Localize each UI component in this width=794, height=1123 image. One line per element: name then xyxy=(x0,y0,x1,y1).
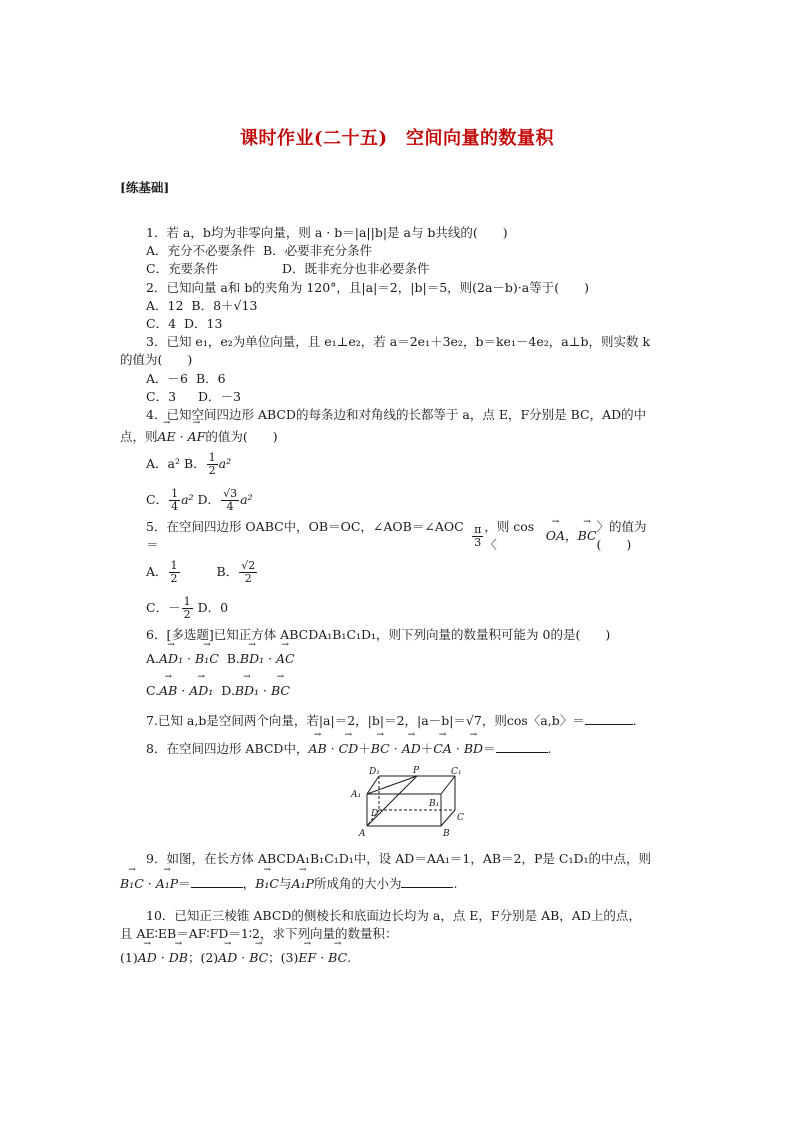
q10-part3-v2: → BC xyxy=(328,949,347,967)
q6-option-b-label: B. xyxy=(226,651,240,667)
q6-option-d-v1: → BD₁ xyxy=(235,682,259,700)
q4-option-d-fraction: $\frac{√3}{4}$ xyxy=(223,486,238,513)
q1-stem: 1．若 a，b均为非零向量，则 a · b＝|a||b|是 a与 b共线的( ) xyxy=(146,225,508,240)
q7-stem xyxy=(120,708,680,734)
q9-answer-blank-1[interactable] xyxy=(191,887,243,888)
q4-option-c-fraction: $\frac{1}{4}$ xyxy=(171,486,179,513)
q4-option-b-label: B． xyxy=(183,456,206,472)
q3-option-c: C．3 xyxy=(146,388,177,404)
q5-option-c-fraction: $\frac{1}{2}$ xyxy=(183,594,191,621)
q9-vector-a1p: → A₁P xyxy=(156,875,178,893)
q8-vector-bc: → BC xyxy=(371,740,390,758)
q4-option-b-fraction: $\frac{1}{2}$ xyxy=(208,450,216,477)
q3-options-cd xyxy=(120,388,680,406)
q10-part1-v2: → DB xyxy=(169,949,188,967)
q4-dot: · xyxy=(179,429,184,445)
q6-option-a-v2: → B₁C xyxy=(195,650,219,668)
q8-vector-ad: → AD xyxy=(402,740,421,758)
q1-option-c: C．充要条件 xyxy=(146,261,219,277)
q3-option-b: B．6 xyxy=(195,370,226,386)
q4-stem-text: 点，则 xyxy=(120,429,158,445)
label-b: B xyxy=(443,829,450,840)
q4-option-d-a2: a² xyxy=(240,492,253,508)
q10-stem-line2: 且 AE∶EB＝AF∶FD＝1∶2，求下列向量的数量积： xyxy=(120,925,398,941)
q5-option-b-label: B． xyxy=(216,564,239,580)
q8-stem-text: 8．在空间四边形 ABCD中， xyxy=(146,741,309,757)
cuboid-diagram xyxy=(345,764,465,844)
label-a: A xyxy=(359,829,366,840)
cuboid-figure xyxy=(120,764,680,846)
q9-vector-b1c: → B₁C xyxy=(120,875,144,893)
q9-vector-b1c-2: → B₁C xyxy=(255,875,279,893)
q9-vector-a1p-2: → A₁P xyxy=(291,875,313,893)
q1-options-cd xyxy=(120,260,680,278)
q4-vector-ae: → AE xyxy=(158,428,176,446)
q6-options-cd: C.→ AB · → AD₁ D.→ BD₁ · → BC xyxy=(120,676,680,708)
q5-options-cd xyxy=(120,590,680,626)
q8-vector-bd: → BD xyxy=(464,740,483,758)
label-b1: B₁ xyxy=(429,799,440,810)
q4-option-c-label: C． xyxy=(146,492,169,508)
q3-option-d: D．－3 xyxy=(197,388,241,404)
q5-pi-fraction: $\frac{\pi}{3}$ xyxy=(474,522,482,549)
q8-vector-ca: → CA xyxy=(433,740,452,758)
q6-stem: 6．[多选题]已知正方体 ABCDA₁B₁C₁D₁，则下列向量的数量积可能为 0的是( ) xyxy=(146,627,611,643)
q8-vector-ab: → AB xyxy=(308,740,326,758)
label-c: C xyxy=(457,813,464,824)
q10-part2-v1: → AD xyxy=(218,949,237,967)
q10-stem-line1: 10．已知正三棱锥 ABCD的侧棱长和底面边长均为 a，点 E，F分别是 AB，AD上的点， xyxy=(146,907,641,923)
q6-option-a-label: A. xyxy=(146,651,160,667)
q2-stem: 2．已知向量 a和 b的夹角为 120°，且|a|＝2，|b|＝5，则(2a－b)·a等于( ) xyxy=(146,279,589,295)
q5-stem-text: 5．在空间四边形 OABC中，OB＝OC，∠AOB＝∠AOC＝ xyxy=(146,519,464,553)
q1-option-a: A．充分不必要条件 xyxy=(146,243,256,259)
q3-options-ab xyxy=(120,370,680,388)
q5-comma: ， xyxy=(565,528,578,544)
q4-option-c-a2: a² xyxy=(181,492,194,508)
q7-end: . xyxy=(632,713,637,729)
q2-option-d: D．13 xyxy=(183,315,223,331)
q3-stem-line2: 的值为( ) xyxy=(120,352,193,368)
q3-stem-line1: 3．已知 e₁，e₂为单位向量，且 e₁⊥e₂，若 a＝2e₁＋3e₂，b＝ke₁－4e₂，a⊥b，则实数 k xyxy=(146,334,651,350)
q5-stem-cos: ，则 cos〈 xyxy=(484,519,535,553)
q5-option-b-fraction: $\frac{√2}{2}$ xyxy=(241,558,256,585)
q8-vector-cd: → CD xyxy=(339,740,359,758)
q6-option-d-label: D. xyxy=(221,683,235,699)
q5-option-a-label: A． xyxy=(146,564,168,580)
q5-option-c-label: C．－ xyxy=(146,600,181,616)
section-heading: [练基础] xyxy=(120,180,170,195)
q7-stem-text: 7.已知 a,b是空间两个向量，若|a|＝2，|b|＝2，|a－b|＝√7，则cos〈a,b〉＝ xyxy=(146,713,585,729)
q2-option-a: A．12 xyxy=(146,297,184,313)
q5-option-a-fraction: $\frac{1}{2}$ xyxy=(170,558,178,585)
q1-option-d: D．既非充分也非必要条件 xyxy=(281,261,430,277)
q6-option-d-v2: → BC xyxy=(271,682,290,700)
q2-options-ab xyxy=(120,297,680,315)
q1-option-b: B．必要非充分条件 xyxy=(262,243,373,259)
q8-answer-blank[interactable] xyxy=(496,752,548,753)
q5-options-ab xyxy=(120,554,680,590)
label-p: P xyxy=(413,766,420,777)
q4-stem-line2 xyxy=(120,424,680,446)
q4-stem-tail: 的值为( ) xyxy=(205,429,278,445)
q1-options-ab xyxy=(120,242,680,260)
q2-option-c: C．4 xyxy=(146,315,177,331)
q5-option-d: D．0 xyxy=(197,600,229,616)
q4-vector-af: → AF xyxy=(188,428,206,446)
q6-option-c-label: C. xyxy=(146,683,160,699)
q4-option-d-label: D． xyxy=(197,492,221,508)
q6-option-a-v1: → AD₁ xyxy=(159,650,183,668)
q8-stem: 8．在空间四边形 ABCD中，→ AB · → CD＋→ BC · → AD＋→ CA · → BD＝ . xyxy=(120,734,680,762)
q7-answer-blank[interactable] xyxy=(585,724,633,725)
q10-part2-v2: → BC xyxy=(249,949,268,967)
label-a1: A₁ xyxy=(351,790,362,801)
q4-stem-line1: 4．已知空间四边形 ABCD的每条边和对角线的长都等于 a，点 E，F分别是 BC，AD的中 xyxy=(146,406,647,422)
q3-option-a: A．－6 xyxy=(146,370,188,386)
q5-vector-oa: → OA xyxy=(546,527,565,545)
q4-options-ab xyxy=(120,446,680,482)
q4-option-a: A．a² xyxy=(146,456,180,472)
q4-option-b-a2: a² xyxy=(218,456,232,472)
q2-options-cd xyxy=(120,315,680,333)
q9-answer-blank-2[interactable] xyxy=(401,887,453,888)
q6-option-b-v1: → BD₁ xyxy=(240,650,264,668)
q6-option-c-v2: → AD₁ xyxy=(189,682,213,700)
label-c1: C₁ xyxy=(451,767,462,778)
q5-vector-bc: → BC xyxy=(578,527,597,545)
q9-stem-line1: 9．如图，在长方体 ABCDA₁B₁C₁D₁中，设 AD＝AA₁＝1，AB＝2，P是 C₁D₁的中点，则 xyxy=(146,851,651,867)
label-d: D xyxy=(371,809,379,820)
q5-stem xyxy=(120,518,680,554)
q4-options-cd xyxy=(120,482,680,518)
q10-part1-v1: → AD xyxy=(138,949,157,967)
q9-stem-line2: → B₁C · → A₁P＝ ，→ B₁C与→ A₁P所成角的大小为 . xyxy=(120,869,680,899)
q2-option-b: B．8＋√13 xyxy=(191,297,258,313)
q10-part3-v1: → EF xyxy=(298,949,316,967)
q6-option-b-v2: → AC xyxy=(276,650,295,668)
q6-options-ab: A.→ AD₁ · → B₁C B.→ BD₁ · → AC xyxy=(120,644,680,676)
q10-parts: (1)→ AD · → DB；(2)→ AD · → BC；(3)→ EF · → BC. xyxy=(120,943,680,971)
q5-stem-tail: 〉的值为( ) xyxy=(596,519,647,553)
page-title: 课时作业(二十五) 空间向量的数量积 xyxy=(239,128,555,149)
question-list xyxy=(120,224,680,971)
label-d1: D₁ xyxy=(369,767,380,778)
q6-option-c-v1: → AB xyxy=(159,682,177,700)
